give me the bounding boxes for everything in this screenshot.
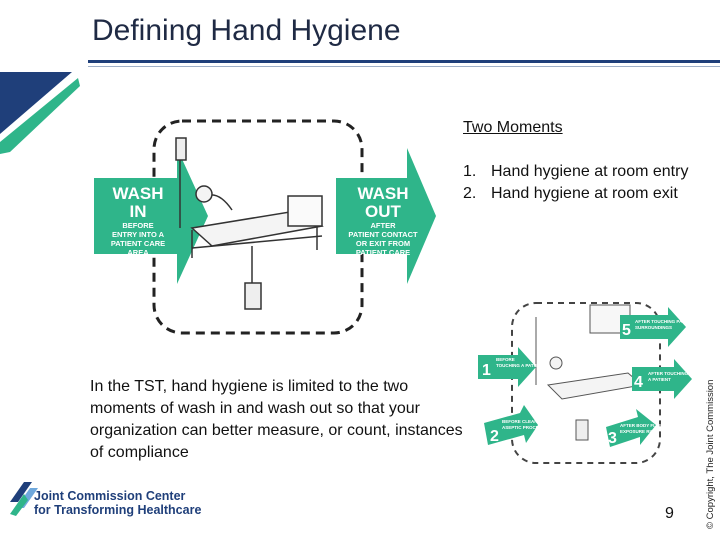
wash-in-sub-3: AREA [127, 248, 149, 257]
wash-out-sub-3: PATIENT CARE [355, 248, 411, 257]
wash-out-title1: WASH [357, 184, 409, 203]
moment-2-num: 2 [490, 428, 499, 445]
moment-1-label1: BEFORE [496, 357, 515, 362]
wash-in-out-illustration [92, 118, 437, 340]
wash-out-sub-0: AFTER [370, 221, 396, 230]
logo-line2: for Transforming Healthcare [34, 503, 202, 517]
moment-5-label2: SURROUNDINGS [635, 325, 673, 330]
moment-3-label1: AFTER BODY FLUID [620, 423, 664, 428]
wash-out-sub-1: PATIENT CONTACT [348, 230, 418, 239]
moment-number: 1. [463, 163, 477, 180]
moment-4-num: 4 [634, 374, 643, 391]
moment-number: 2. [463, 185, 477, 202]
corner-decoration [0, 72, 80, 162]
moment-2-label1: BEFORE CLEAN/ [502, 419, 539, 424]
moment-5-label1: AFTER TOUCHING PATIENT [635, 319, 695, 324]
moment-item [463, 161, 703, 183]
logo-line1: Joint Commission Center [34, 489, 186, 503]
title-rule-thin [88, 66, 720, 67]
wash-out-sub-2: OR EXIT FROM [355, 239, 411, 248]
title-rule [88, 60, 720, 63]
moment-2-label2: ASEPTIC PROCEDURE [502, 425, 552, 430]
five-moments-diagram [478, 295, 698, 470]
copyright-notice: © Copyright, The Joint Commission [705, 379, 716, 529]
wash-in-arrow [94, 148, 208, 284]
moments-heading: Two Moments [463, 119, 563, 136]
page-number: 9 [665, 505, 674, 522]
moment-1-num: 1 [482, 362, 491, 379]
moment-4-label1: AFTER TOUCHING [648, 371, 689, 376]
moment-text: Hand hygiene at room entry [491, 163, 689, 180]
wash-in-sub-2: PATIENT CARE [110, 239, 166, 248]
wash-in-title1: WASH [112, 184, 164, 203]
moment-3-label2: EXPOSURE RISK [620, 429, 658, 434]
wash-out-sub-4: AREA [372, 257, 394, 266]
wash-in-sub-1: ENTRY INTO A [111, 230, 165, 239]
logo-text [34, 489, 201, 517]
moments-list [463, 161, 703, 205]
wash-out-title2: OUT [365, 202, 401, 221]
moment-item [463, 183, 703, 205]
wash-in-sub-0: BEFORE [122, 221, 154, 230]
moment-5-num: 5 [622, 322, 631, 339]
moment-3-num: 3 [608, 430, 617, 447]
moment-4-label2: A PATIENT [648, 377, 671, 382]
body-paragraph: In the TST, hand hygiene is limited to the two moments of wash in and wash out so that your organization can better measure, or count, instances of compliance [90, 378, 463, 461]
wash-in-title2: IN [129, 202, 147, 221]
slide-title: Defining Hand Hygiene [92, 14, 401, 47]
moment-1-label2: TOUCHING A PATIENT [496, 363, 544, 368]
moment-text: Hand hygiene at room exit [491, 185, 678, 202]
